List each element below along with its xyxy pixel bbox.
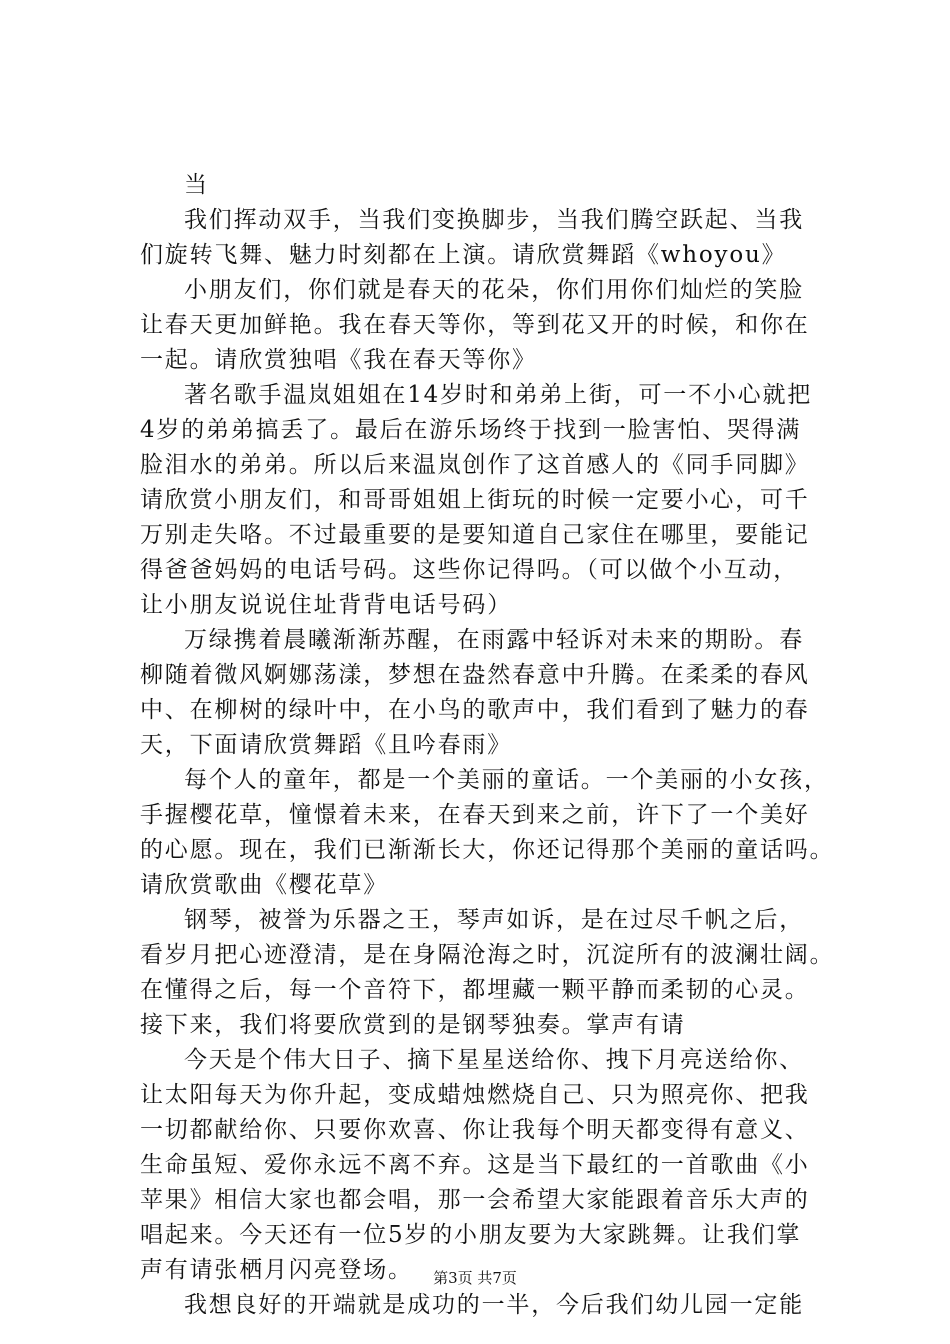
- paragraph-line: 手握樱花草，憧憬着未来，在春天到来之前，许下了一个美好: [140, 802, 810, 828]
- paragraph-line: 脸泪水的弟弟。所以后来温岚创作了这首感人的《同手同脚》: [140, 452, 810, 478]
- paragraph-line: 万别走失咯。不过最重要的是要知道自己家住在哪里，要能记: [140, 522, 810, 548]
- paragraph-first-line: 小朋友们，你们就是春天的花朵，你们用你们灿烂的笑脸: [184, 277, 804, 303]
- paragraph-first-line: 钢琴，被誉为乐器之王，琴声如诉，是在过尽千帆之后，: [184, 907, 804, 933]
- paragraph-line: 天，下面请欣赏舞蹈《且吟春雨》: [140, 732, 512, 758]
- paragraph-line: 们旋转飞舞、魅力时刻都在上演。请欣赏舞蹈《whoyou》: [140, 242, 787, 268]
- paragraph-line: 柳随着微风婀娜荡漾，梦想在盎然春意中升腾。在柔柔的春风: [140, 662, 810, 688]
- paragraph-first-line: 著名歌手温岚姐姐在14岁时和弟弟上街，可一不小心就把: [184, 382, 813, 408]
- paragraph-line: 生命虽短、爱你永远不离不弃。这是当下最红的一首歌曲《小: [140, 1152, 810, 1178]
- paragraph-line: 一起。请欣赏独唱《我在春天等你》: [140, 347, 537, 373]
- paragraph-line: 接下来，我们将要欣赏到的是钢琴独奏。掌声有请: [140, 1012, 686, 1038]
- document-body: [140, 168, 840, 1323]
- paragraph-line: 让太阳每天为你升起，变成蜡烛燃烧自己、只为照亮你、把我: [140, 1082, 810, 1108]
- paragraph-first-line: 我想良好的开端就是成功的一半，今后我们幼儿园一定能: [184, 1292, 804, 1318]
- paragraph-line: 4岁的弟弟搞丢了。最后在游乐场终于找到一脸害怕、哭得满: [140, 417, 802, 443]
- paragraph-line: 请欣赏小朋友们，和哥哥姐姐上街玩的时候一定要小心，可千: [140, 487, 810, 513]
- paragraph-first-line: 我们挥动双手，当我们变换脚步，当我们腾空跃起、当我: [184, 207, 804, 233]
- paragraph-first-line: 当: [184, 172, 209, 198]
- paragraph-line: 中、在柳树的绿叶中，在小鸟的歌声中，我们看到了魅力的春: [140, 697, 810, 723]
- paragraph-first-line: 每个人的童年，都是一个美丽的童话。一个美丽的小女孩，: [184, 767, 829, 793]
- paragraph-line: 看岁月把心迹澄清，是在身隔沧海之时，沉淀所有的波澜壮阔。: [140, 942, 835, 968]
- paragraph-line: 的心愿。现在，我们已渐渐长大，你还记得那个美丽的童话吗。: [140, 837, 835, 863]
- page-footer: 第3页 共7页: [433, 1269, 517, 1287]
- paragraph-line: 让春天更加鲜艳。我在春天等你，等到花又开的时候，和你在: [140, 312, 810, 338]
- paragraph-line: 在懂得之后，每一个音符下，都埋藏一颗平静而柔韧的心灵。: [140, 977, 810, 1003]
- paragraph-line: 得爸爸妈妈的电话号码。这些你记得吗。（可以做个小互动，: [140, 557, 799, 583]
- paragraph-line: 让小朋友说说住址背背电话号码）: [140, 592, 512, 618]
- paragraph-first-line: 万绿携着晨曦渐渐苏醒，在雨露中轻诉对未来的期盼。春: [184, 627, 804, 653]
- paragraph-line: 唱起来。今天还有一位5岁的小朋友要为大家跳舞。让我们掌: [140, 1222, 802, 1248]
- paragraph-line: 一切都献给你、只要你欢喜、你让我每个明天都变得有意义、: [140, 1117, 810, 1143]
- paragraph-line: 请欣赏歌曲《樱花草》: [140, 872, 388, 898]
- paragraph-line: 苹果》相信大家也都会唱，那一会希望大家能跟着音乐大声的: [140, 1187, 810, 1213]
- paragraph-line: 声有请张栖月闪亮登场。: [140, 1257, 413, 1283]
- paragraph-first-line: 今天是个伟大日子、摘下星星送给你、拽下月亮送给你、: [184, 1047, 804, 1073]
